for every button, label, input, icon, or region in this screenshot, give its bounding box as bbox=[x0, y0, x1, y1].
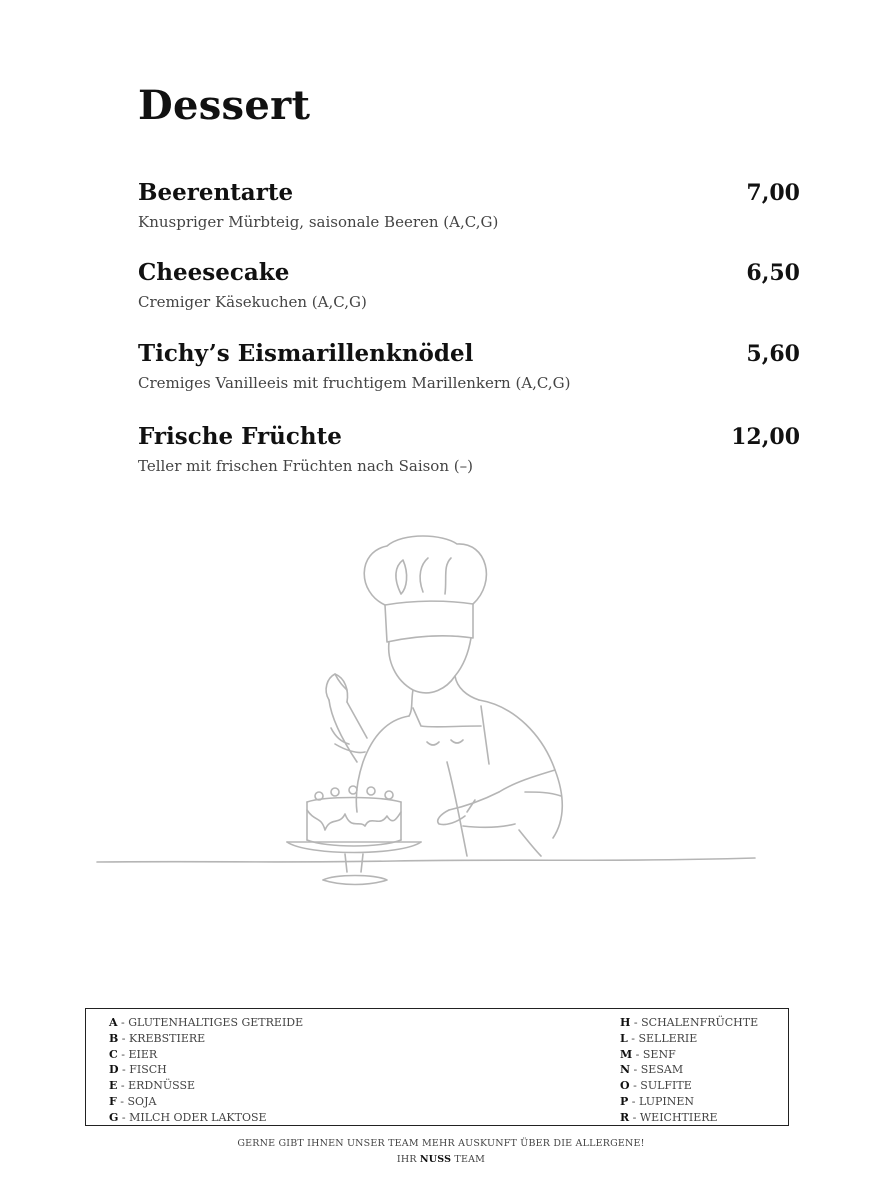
menu-item bbox=[138, 339, 800, 393]
allergen-code: M bbox=[620, 1047, 633, 1061]
allergen-code: A bbox=[109, 1016, 118, 1029]
item-description: Cremiger Käsekuchen (A,C,G) bbox=[138, 293, 367, 311]
item-price: 12,00 bbox=[731, 424, 800, 450]
allergen-label: - LUPINEN bbox=[628, 1094, 694, 1108]
allergen-code: P bbox=[620, 1094, 629, 1108]
footer-prefix: IHR bbox=[396, 1154, 420, 1165]
allergen-label: - SENF bbox=[632, 1047, 676, 1061]
footer-suffix: TEAM bbox=[451, 1154, 486, 1165]
allergen-row bbox=[109, 1110, 303, 1126]
allergen-label: - SCHALENFRÜCHTE bbox=[630, 1016, 759, 1029]
item-description: Knuspriger Mürbteig, saisonale Beeren (A,C,G) bbox=[138, 213, 499, 231]
item-price: 5,60 bbox=[746, 341, 800, 367]
allergen-code: B bbox=[109, 1031, 119, 1045]
item-description: Cremiges Vanilleeis mit fruchtigem Marillenkern (A,C,G) bbox=[138, 374, 571, 392]
item-name: Cheesecake bbox=[138, 259, 290, 286]
allergen-label: - SOJA bbox=[116, 1094, 157, 1108]
pastry-chef-illustration bbox=[95, 530, 760, 895]
page-title: Dessert bbox=[138, 82, 311, 129]
allergen-row bbox=[620, 1062, 758, 1078]
allergen-code: C bbox=[109, 1047, 118, 1061]
allergen-row bbox=[109, 1062, 303, 1078]
allergen-row bbox=[620, 1047, 758, 1063]
allergen-code: D bbox=[109, 1063, 119, 1077]
item-name: Tichy’s Eismarillenknödel bbox=[138, 340, 474, 367]
allergen-legend bbox=[85, 1008, 789, 1126]
item-price: 6,50 bbox=[746, 260, 800, 286]
allergen-label: - FISCH bbox=[118, 1063, 167, 1077]
menu-item bbox=[138, 422, 800, 476]
allergen-row bbox=[620, 1078, 758, 1094]
brand-name: NUSS bbox=[419, 1154, 452, 1165]
allergen-code: N bbox=[620, 1063, 631, 1077]
allergen-label: - EIER bbox=[117, 1047, 158, 1061]
allergen-row bbox=[620, 1110, 758, 1126]
allergen-row bbox=[109, 1094, 303, 1110]
allergen-code: H bbox=[620, 1016, 631, 1029]
allergen-row bbox=[109, 1015, 303, 1031]
footer-signature bbox=[0, 1154, 882, 1165]
allergen-code: L bbox=[620, 1031, 628, 1045]
allergen-label: - MILCH ODER LAKTOSE bbox=[118, 1110, 267, 1124]
allergen-column-left bbox=[109, 1015, 303, 1126]
allergen-row bbox=[620, 1094, 758, 1110]
allergen-code: E bbox=[109, 1079, 118, 1093]
allergen-label: - KREBSTIERE bbox=[118, 1031, 206, 1045]
allergen-column-right bbox=[620, 1015, 758, 1126]
allergen-label: - GLUTENHALTIGES GETREIDE bbox=[117, 1016, 304, 1029]
allergen-row bbox=[109, 1031, 303, 1047]
allergen-code: G bbox=[109, 1110, 119, 1124]
allergen-code: R bbox=[620, 1110, 630, 1124]
item-name: Frische Früchte bbox=[138, 423, 342, 450]
allergen-code: O bbox=[620, 1079, 630, 1093]
allergen-row bbox=[620, 1015, 758, 1031]
footer-note: GERNE GIBT IHNEN UNSER TEAM MEHR AUSKUNFT ÜBER DIE ALLERGENE! bbox=[237, 1138, 645, 1149]
item-name: Beerentarte bbox=[138, 179, 294, 206]
allergen-row bbox=[620, 1031, 758, 1047]
item-price: 7,00 bbox=[746, 180, 800, 206]
menu-item bbox=[138, 258, 800, 312]
allergen-label: - SULFITE bbox=[629, 1079, 692, 1093]
menu-item bbox=[138, 178, 800, 232]
allergen-label: - SELLERIE bbox=[627, 1031, 698, 1045]
allergen-row bbox=[109, 1078, 303, 1094]
item-description: Teller mit frischen Früchten nach Saison (–) bbox=[138, 457, 473, 475]
allergen-label: - SESAM bbox=[630, 1063, 684, 1077]
allergen-code: F bbox=[109, 1094, 117, 1108]
allergen-row bbox=[109, 1047, 303, 1063]
allergen-label: - ERDNÜSSE bbox=[117, 1079, 196, 1093]
allergen-label: - WEICHTIERE bbox=[629, 1110, 718, 1124]
